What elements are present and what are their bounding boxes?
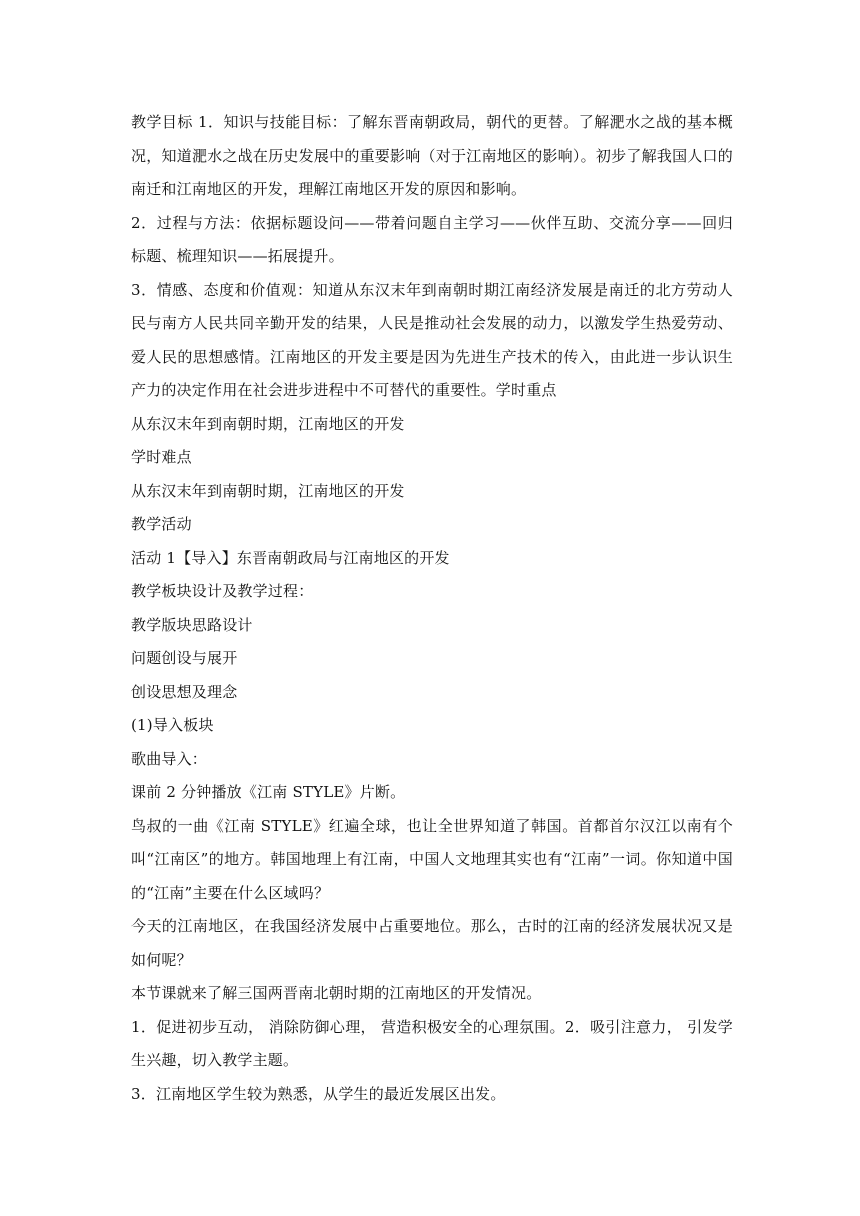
paragraph-song-intro: 歌曲导入：	[131, 749, 208, 768]
paragraph-teaching-goals: 教学目标 1．知识与技能目标：了解东晋南朝政局，朝代的更替。了解淝水之战的基本概况，知道淝水之战在历史发展中的重要影响（对于江南地区的影响）。初步了解我国人口的南迁和江南地区的开发，理解江南地区开发的原因和影响。	[131, 113, 733, 198]
paragraph-point-3: 3．江南地区学生较为熟悉，从学生的最近发展区出发。	[131, 1084, 506, 1103]
paragraph-point-1-2: 1．促进初步互动， 消除防御心理， 营造积极安全的心理氛围。2．吸引注意力， 引发学生兴趣，切入教学主题。	[131, 1017, 733, 1069]
paragraph-question-creation: 问题创设与展开	[131, 649, 238, 667]
paragraph-difficulty-heading: 学时难点	[131, 448, 192, 466]
paragraph-design-process: 教学板块设计及教学过程：	[131, 582, 314, 600]
paragraph-emotion-values: 3．情感、态度和价值观：知道从东汉末年到南朝时期江南经济发展是南迁的北方劳动人民与南方人民共同辛勤开发的结果，人民是推动社会发展的动力，以激发学生热爱劳动、爱人民的思想感情。江南地区的开发主要是因为先进生产技术的传入，由此进一步认识生产力的决定作用在社会进步进程中不可替代的重要性。学时重点	[131, 280, 733, 399]
paragraph-today-jiangnan: 今天的江南地区，在我国经济发展中占重要地位。那么，古时的江南的经济发展状况又是如何呢？	[131, 917, 733, 969]
paragraph-play-clip: 课前 2 分钟播放《江南 STYLE》片断。	[131, 783, 406, 801]
document-body	[131, 106, 733, 1111]
paragraph-intro-section: (1)导入板块	[131, 716, 214, 734]
paragraph-key-point: 从东汉末年到南朝时期，江南地区的开发	[131, 414, 405, 433]
paragraph-design-ideas: 教学版块思路设计	[131, 615, 253, 634]
paragraph-activity-1: 活动 1【导入】东晋南朝政局与江南地区的开发	[131, 548, 450, 567]
paragraph-activities-heading: 教学活动	[131, 515, 192, 533]
paragraph-this-lesson: 本节课就来了解三国两晋南北朝时期的江南地区的开发情况。	[131, 984, 542, 1002]
paragraph-process-methods: 2．过程与方法：依据标题设问——带着问题自主学习——伙伴互助、交流分享——回归标题、梳理知识——拓展提升。	[131, 213, 733, 265]
paragraph-concept: 创设思想及理念	[131, 682, 238, 701]
paragraph-gangnam-style: 鸟叔的一曲《江南 STYLE》红遍全球，也让全世界知道了韩国。首都首尔汉江以南有个叫“江南区”的地方。韩国地理上有江南，中国人文地理其实也有“江南”一词。你知道中国的“江南”主要在什么区域吗？	[131, 816, 733, 902]
paragraph-difficulty: 从东汉末年到南朝时期，江南地区的开发	[131, 481, 405, 500]
